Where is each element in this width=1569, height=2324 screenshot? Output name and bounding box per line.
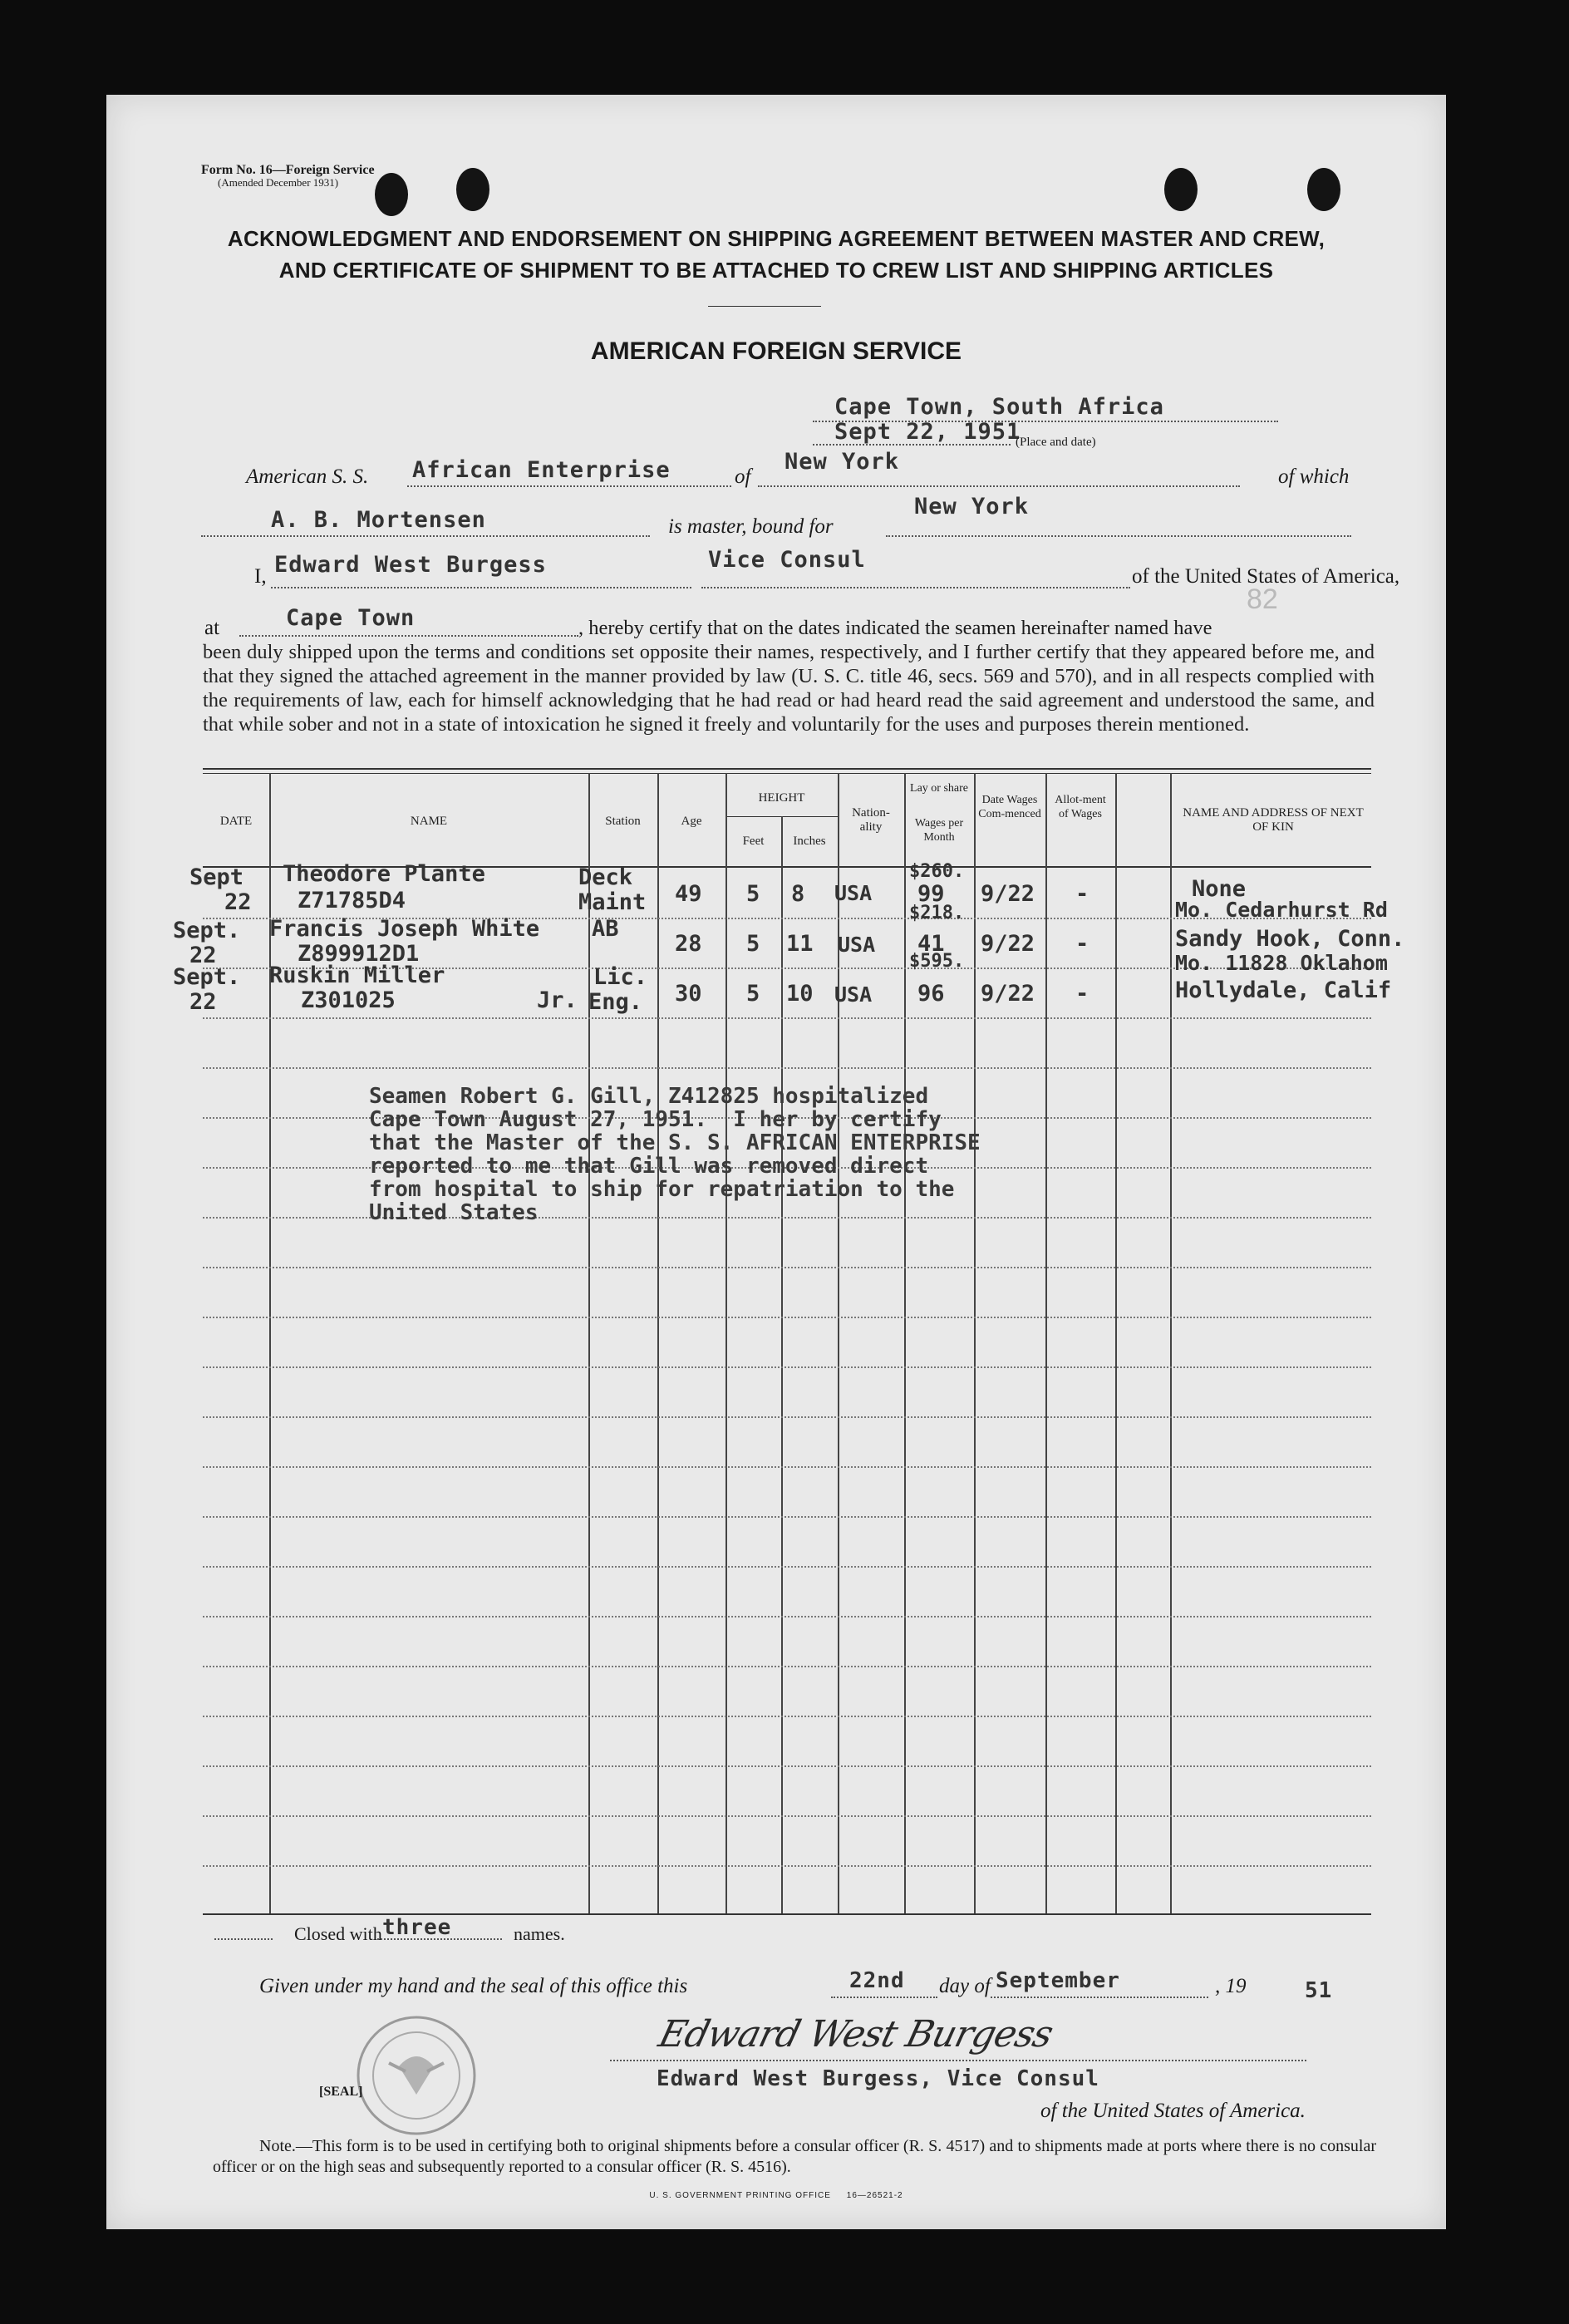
header-name: NAME [410, 815, 448, 828]
row1-id: Z71785D4 [298, 888, 406, 913]
i-label: I, [254, 565, 267, 588]
row3-suffix: Jr. [537, 987, 578, 1013]
row2-date-day: 22 [189, 943, 217, 968]
row2-station: AB [592, 916, 619, 942]
is-master-label: is master, bound for [668, 515, 834, 538]
officer-title: Vice Consul [708, 547, 866, 573]
table-top-rule [203, 773, 1371, 774]
officer-line [271, 587, 691, 588]
row3-inches: 10 [786, 981, 814, 1007]
row2-wage-bottom: $595. [909, 951, 965, 972]
printing-office: U. S. GOVERNMENT PRINTING OFFICE 16—26521-2 [649, 2191, 903, 2200]
row2-nat: USA [838, 933, 876, 957]
row1-station: Deck [578, 864, 633, 890]
note-line-4: reported to me that Gill was removed direct [369, 1154, 929, 1179]
header-allotment: Allot-ment of Wages [1055, 794, 1106, 820]
row3-id: Z301025 [301, 987, 396, 1013]
row2-wage: 41 [917, 931, 945, 957]
punch-hole [1307, 168, 1340, 211]
of-which-label: of which [1278, 465, 1350, 488]
certify-text-first: , hereby certify that on the dates indicated the seamen hereinafter named have [578, 617, 1212, 639]
title-divider [708, 306, 821, 307]
place-line [813, 421, 1278, 422]
row1-allot: - [1075, 881, 1089, 907]
signature-line [610, 2060, 1306, 2061]
note-line-6: United States [369, 1200, 539, 1225]
closed-names-label: names. [514, 1923, 565, 1944]
bound-line [886, 535, 1351, 537]
place-value: Cape Town, South Africa [834, 394, 1164, 420]
row2-commenced: 9/22 [981, 931, 1035, 957]
row-rule [203, 1017, 1371, 1019]
row-rule [203, 1865, 1371, 1867]
at-place: Cape Town [286, 605, 416, 631]
row1-name: Theodore Plante [283, 861, 485, 887]
row2-id: Z899912D1 [298, 941, 420, 967]
col-rule [269, 773, 271, 1913]
typed-signature: Edward West Burgess, Vice Consul [657, 2066, 1099, 2091]
note-line-1: Seamen Robert G. Gill, Z412825 hospitalized [369, 1084, 929, 1109]
row-rule [203, 1516, 1371, 1518]
row2-name: Francis Joseph White [269, 916, 540, 942]
header-feet: Feet [742, 835, 765, 848]
vessel-of: of [735, 465, 751, 488]
row1-age: 49 [675, 881, 702, 907]
row1-wage: 99 [917, 881, 945, 907]
row3-nat: USA [834, 982, 873, 1007]
row1-date-day: 22 [224, 889, 252, 915]
header-lay: Lay or share [910, 782, 968, 795]
col-rule [781, 816, 783, 1913]
closed-line-left [214, 1938, 273, 1940]
punch-hole [375, 173, 408, 216]
header-age: Age [681, 815, 702, 828]
given-month: September [996, 1968, 1120, 1993]
header-date-wages: Date Wages Com-menced [978, 794, 1041, 820]
row-rule [203, 1416, 1371, 1418]
port-line [758, 485, 1240, 487]
row3-station: Lic. [593, 964, 648, 990]
col-rule [588, 773, 590, 1913]
punch-hole [456, 168, 489, 211]
form-title-line2: AND CERTIFICATE OF SHIPMENT TO BE ATTACHED TO CREW LIST AND SHIPPING ARTICLES [278, 258, 1274, 283]
header-date: DATE [219, 815, 253, 828]
row1-kin: None [1192, 876, 1247, 902]
officer-name: Edward West Burgess [274, 552, 547, 578]
form-number: Form No. 16—Foreign Service [201, 163, 375, 177]
footer-note: Note.—This form is to be used in certifying both to original shipments before a consular officer (R. S. 4517) and to shipments made at ports where there is no consular officer or on the high seas and subsequently reported to a consular officer (R. S. 4516). [213, 2137, 1376, 2176]
row1-station2: Maint [578, 889, 647, 915]
master-name: A. B. Mortensen [271, 507, 486, 533]
row1-wage-top: $260. [909, 861, 965, 882]
vessel-name: African Enterprise [412, 457, 671, 483]
given-month-line [991, 1997, 1208, 1998]
row3-commenced: 9/22 [981, 981, 1035, 1007]
row2-allot: - [1075, 931, 1089, 957]
given-year: 51 [1305, 1978, 1333, 2003]
row-rule [203, 1317, 1371, 1318]
col-rule [1045, 773, 1047, 1913]
row3-kin: Hollydale, Calif [1175, 977, 1392, 1003]
place-date-label: (Place and date) [1016, 436, 1096, 449]
given-day-line [831, 1997, 937, 1998]
consular-seal [339, 2013, 494, 2138]
title-line [701, 587, 1130, 588]
col-rule [725, 773, 727, 1913]
col-rule [1115, 773, 1117, 1913]
row1-kin2: Mo. Cedarhurst Rd [1175, 898, 1388, 922]
row2-date: Sept. [173, 918, 241, 943]
form-title-line1: ACKNOWLEDGMENT AND ENDORSEMENT ON SHIPPING AGREEMENT BETWEEN MASTER AND CREW, [227, 226, 1326, 251]
row3-feet: 5 [746, 981, 760, 1007]
row-rule [203, 1616, 1371, 1617]
row3-station2: Eng. [588, 989, 643, 1015]
row1-date: Sept [189, 864, 244, 890]
row-rule [203, 1366, 1371, 1368]
form-amended: (Amended December 1931) [218, 176, 339, 189]
note-line-5: from hospital to ship for repatriation to the [369, 1177, 955, 1202]
row3-allot: - [1075, 981, 1089, 1007]
row1-wage-bottom: $218. [909, 903, 965, 923]
closed-count: three [382, 1915, 452, 1940]
row3-date-day: 22 [189, 989, 217, 1015]
row3-age: 30 [675, 981, 702, 1007]
date-value: Sept 22, 1951 [834, 419, 1021, 445]
certify-text: been duly shipped upon the terms and conditions set opposite their names, respectively, and I further certify that they appeared before me, and that they signed the attached agreement in the manner provided by law (U. S. C. title 46, secs. 569 and 570), and in all respects complied with the requirements of law, each for himself acknowledging that he had read or had heard read the said agreement and understood the same, and that while sober and not in a state of intoxication he signed it freely and voluntarily for the uses and purposes therein mentioned. [203, 641, 1375, 736]
date-line [813, 444, 1011, 446]
row-rule [203, 1267, 1371, 1268]
at-line [239, 635, 578, 637]
header-wages: Wages per Month [914, 817, 964, 844]
row3-date: Sept. [173, 964, 241, 990]
vessel-prefix: American S. S. [246, 465, 369, 488]
col-rule [974, 773, 976, 1913]
row1-inches: 8 [791, 881, 805, 907]
handwritten-signature: Edward West Burgess [654, 2013, 1057, 2056]
header-nationality: Nation-ality [852, 806, 890, 834]
seal-label: [SEAL] [319, 2085, 363, 2099]
header-station: Station [605, 815, 641, 828]
note-line-2: Cape Town August 27, 1951. I her by certify [369, 1107, 942, 1132]
row-rule [203, 1067, 1371, 1069]
row-rule [203, 1716, 1371, 1717]
master-line [201, 535, 650, 537]
row2-age: 28 [675, 931, 702, 957]
row2-inches: 11 [786, 931, 814, 957]
row2-kin2: Mo. 11828 Oklahom [1175, 951, 1388, 975]
row1-nat: USA [834, 881, 873, 905]
header-kin: NAME AND ADDRESS OF NEXT OF KIN [1183, 806, 1364, 834]
vessel-port: New York [784, 449, 900, 475]
given-text: Given under my hand and the seal of this office this [259, 1975, 688, 1997]
table-top-rule [203, 768, 1371, 770]
col-rule [1170, 773, 1172, 1913]
row2-kin: Sandy Hook, Conn. [1175, 926, 1405, 952]
row-rule [203, 1466, 1371, 1468]
header-inches: Inches [793, 835, 826, 848]
vessel-line [407, 485, 731, 487]
year-prefix: , 19 [1215, 1975, 1247, 1997]
note-line-3: that the Master of the S. S. AFRICAN ENTERPRISE [369, 1130, 981, 1155]
at-label: at [204, 617, 220, 639]
punch-hole [1164, 168, 1198, 211]
header-height: HEIGHT [758, 791, 805, 805]
col-rule [657, 773, 659, 1913]
row-rule [203, 1765, 1371, 1767]
row-rule [203, 1666, 1371, 1667]
row1-commenced: 9/22 [981, 881, 1035, 907]
day-of-label: day of [939, 1975, 991, 1997]
of-us-label: of the United States of America, [1132, 565, 1400, 588]
row3-name: Ruskin Miller [269, 963, 445, 988]
row1-feet: 5 [746, 881, 760, 907]
service-heading: AMERICAN FOREIGN SERVICE [590, 337, 962, 365]
row2-feet: 5 [746, 931, 760, 957]
col-rule [904, 773, 906, 1913]
row3-wage: 96 [917, 981, 945, 1007]
row-rule [203, 1566, 1371, 1568]
closed-with-label: Closed with [294, 1923, 382, 1944]
signature-of-us: of the United States of America. [1040, 2100, 1306, 2122]
document-page [106, 95, 1446, 2229]
given-day: 22nd [849, 1968, 905, 1993]
table-bottom-rule [203, 1913, 1371, 1915]
bound-for-value: New York [914, 494, 1030, 519]
margin-number: 82 [1247, 583, 1278, 615]
closed-count-line [377, 1938, 502, 1940]
row-rule [203, 1815, 1371, 1817]
